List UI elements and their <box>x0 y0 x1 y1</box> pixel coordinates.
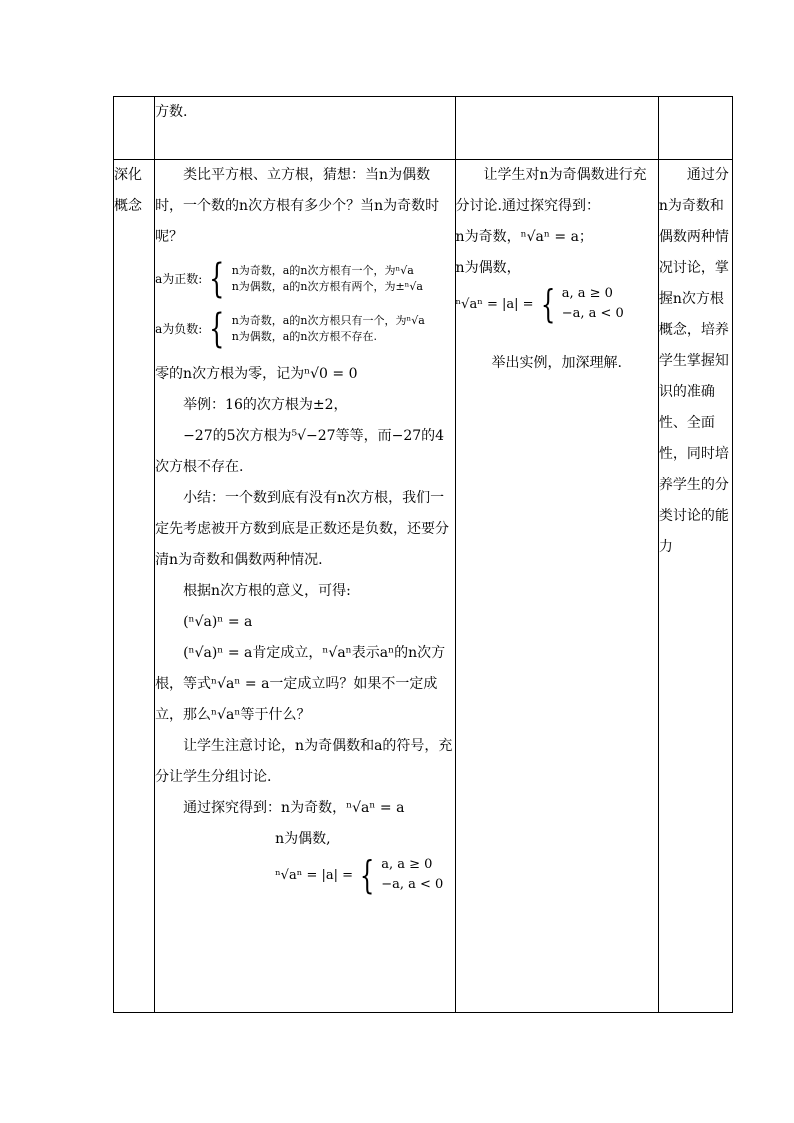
brace-icon: { <box>540 282 555 326</box>
section-label: 深化概念 <box>114 167 142 214</box>
paragraph-meaning: 根据n次方根的意义，可得: <box>183 583 351 599</box>
formula-case: a, a ≥ 0 <box>381 857 433 872</box>
case-line: n为奇数，a的n次方根只有一个，为ⁿ√a <box>231 314 425 327</box>
piecewise-formula <box>456 284 658 324</box>
brace-icon: { <box>359 853 375 897</box>
paragraph-summary: 小结：一个数到底有没有n次方根，我们一定先考虑被开方数到底是正数还是负数，还要分清n为奇数和偶数两种情况. <box>155 490 450 568</box>
paragraph-even: n为偶数， <box>455 260 521 276</box>
paragraph-discuss: 让学生注意讨论，n为奇偶数和a的符号，充分让学生分组讨论. <box>155 738 453 785</box>
paragraph-question: (ⁿ√a)ⁿ = a肯定成立，ⁿ√aⁿ表示aⁿ的n次方根，等式ⁿ√aⁿ = a一定成立吗？如果不一定成立，那么ⁿ√aⁿ等于什么？ <box>155 645 446 723</box>
paragraph-student: 让学生对n为奇偶数进行充分讨论.通过探究得到： <box>455 167 647 214</box>
purpose-text: 通过分n为奇数和偶数两种情况讨论，掌握n次方根概念，培养学生掌握知识的准确性、全面性，同时培养学生的分类讨论的能力 <box>658 167 729 555</box>
paragraph-example: 举出实例，加深理解. <box>491 355 622 371</box>
negative-case-block <box>155 306 454 352</box>
paragraph-zero: 零的n次方根为零，记为ⁿ√0 = 0 <box>155 366 358 382</box>
table-row <box>114 97 733 160</box>
positive-case-block <box>155 256 454 302</box>
formula: (ⁿ√a)ⁿ = a <box>183 614 253 630</box>
case-line: n为偶数，a的n次方根有两个，为±ⁿ√a <box>231 280 423 293</box>
formula-case: a, a ≥ 0 <box>561 286 613 301</box>
formula-lhs: ⁿ√aⁿ = |a| = <box>275 867 354 883</box>
case-line: n为奇数，a的n次方根有一个，为ⁿ√a <box>231 264 414 277</box>
paragraph-example: −27的5次方根为⁵√−27等等，而−27的4次方根不存在. <box>155 428 445 475</box>
brace-icon: { <box>209 256 225 302</box>
paragraph-odd: n为奇数，ⁿ√aⁿ = a； <box>455 229 593 245</box>
section-cell <box>114 97 155 160</box>
purpose-cell <box>658 160 732 1013</box>
content-cell <box>155 97 455 160</box>
purpose-cell <box>658 97 732 160</box>
formula-case: −a, a < 0 <box>561 306 624 321</box>
case-label-negative: a为负数: <box>155 322 203 336</box>
content-cell <box>155 160 455 1013</box>
case-label-positive: a为正数: <box>155 272 203 286</box>
formula-case: −a, a < 0 <box>381 877 444 892</box>
table-row <box>114 160 733 1013</box>
formula-lhs: ⁿ√aⁿ = |a| = <box>455 296 534 312</box>
brace-icon: { <box>209 306 225 352</box>
lesson-plan-table <box>113 96 733 1013</box>
paragraph-example: 举例：16的次方根为±2， <box>183 397 348 413</box>
section-cell <box>114 160 155 1013</box>
piecewise-formula <box>155 855 454 895</box>
content-text: 方数. <box>155 104 188 120</box>
paragraph-result: 通过探究得到：n为奇数，ⁿ√aⁿ = a <box>183 800 405 816</box>
student-cell <box>455 160 658 1013</box>
paragraph-guess: 类比平方根、立方根，猜想：当n为偶数时，一个数的n次方根有多少个？当n为奇数时呢？ <box>155 167 440 245</box>
paragraph-even: n为偶数, <box>275 831 331 847</box>
case-line: n为偶数，a的n次方根不存在. <box>231 330 377 343</box>
student-cell <box>455 97 658 160</box>
